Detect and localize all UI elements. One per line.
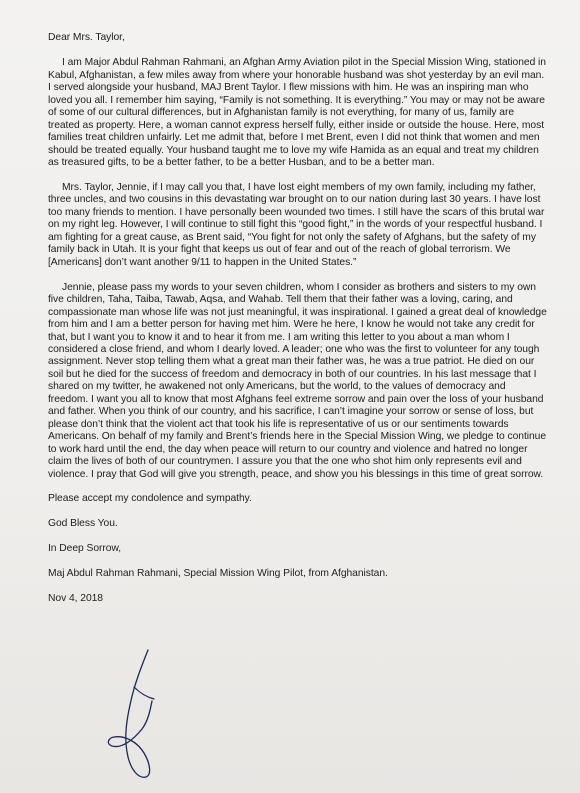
date-line: Nov 4, 2018	[48, 593, 103, 605]
paragraph-family-losses: Mrs. Taylor, Jennie, if I may call you that, I have lost eight members of my own family, including my father, three uncles, and two cousins in this devastating war brought on to our nation during last 30 years. I have lost too many friends to mention. I have personally been wounded two times. I still have the scars of this brutal war on my right leg. However, I will continue to still fight this “good fight,” in the words of your respectful husband. I am fighting for a great cause, as Brent said, “You fight for not only the safety of Afghans, but the safety of my family back in Utah. It is your fight that keeps us out of fear and out of the reach of global terrorism. We [Americans] don’t want another 9/11 to happen in the United States.”	[48, 182, 545, 268]
closing-line: In Deep Sorrow,	[48, 543, 122, 555]
condolence-line: Please accept my condolence and sympathy.	[48, 493, 252, 505]
salutation: Dear Mrs. Taylor,	[48, 32, 125, 43]
signatory-line: Maj Abdul Rahman Rahmani, Special Mission Wing Pilot, from Afghanistan.	[48, 568, 388, 580]
paragraph-introduction: I am Major Abdul Rahman Rahmani, an Afghan Army Aviation pilot in the Special Mission Wing, stationed in Kabul, Afghanistan, a few miles away from where your honorable husband was shot yesterday by an evil man. I served alongside your husband, MAJ Brent Taylor. I flew missions with him. He was an inspiring man who loved you all. I remember him saying, “Family is not something. It is everything.” You may or may not be aware of some of our cultural differences, but in Afghanistan family is not everything, for many of us, family are treated as property. Here, a woman cannot express herself fully, either inside or outside the house. Here, most families treat children unfairly. Let me admit that, before I met Brent, even I did not think that women and men should be treated equally. Your husband taught me to love my wife Hamida as an equal and treat my children as treasured gifts, to be a better father, to be a better Husban, and to be a better man.	[48, 57, 546, 169]
blessing-line: God Bless You.	[48, 518, 118, 530]
paragraph-message-to-children: Jennie, please pass my words to your seven children, whom I consider as brothers and sisters to my own five children, Taha, Taiba, Tawab, Aqsa, and Wahab. Tell them that their father was a loving, caring, and compassionate man whose life was not just meaningful, it was inspirational. I gained a great deal of knowledge from him and I am a better person for having met him. Were he here, I know he would not take any credit for that, but I want you to know it and to hear it from me. I am writing this letter to you about a man whom I considered a close friend, and whom I dearly loved. A leader; one who was the first to volunteer for any tough assignment. Never stop telling them what a great man their father was, he was a true patriot. He died on our soil but he died for the success of freedom and democracy in both of our countries. In his last message that I shared on my twitter, he awakened not only Americans, but the world, to the values of democracy and freedom. I want you all to know that most Afghans feel extreme sorrow and pain over the loss of your husband and father. When you think of our country, and his sacrifice, I can’t imagine your sorrow or sense of loss, but please don’t think that the violent act that took his life is representative of us or our sentiments towards Americans. On behalf of my family and Brent’s friends here in the Special Mission Wing, we pledge to continue to work hard until the end, the day when peace will return to our country and violence and hatred no longer claim the lives of both of our countrymen. I assure you that the one who shot him only represents evil and violence. I pray that God will give you strength, peace, and show you his blessings in this time of great sorrow.	[48, 281, 547, 480]
letter-body	[48, 32, 548, 618]
handwritten-signature	[90, 645, 200, 785]
